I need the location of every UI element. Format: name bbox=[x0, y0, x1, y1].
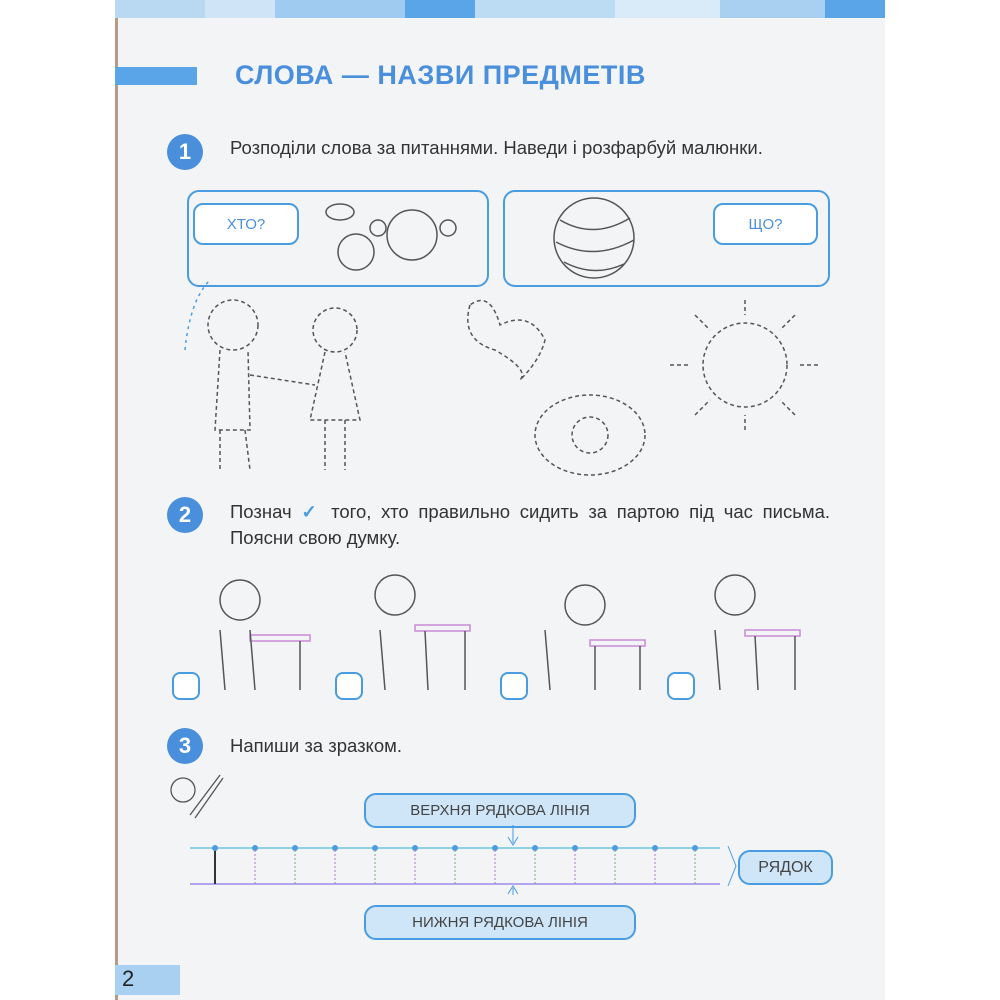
task-number: 2 bbox=[167, 497, 203, 533]
top-stripe bbox=[475, 0, 615, 18]
top-stripe bbox=[205, 0, 275, 18]
writing-lines[interactable] bbox=[180, 825, 740, 895]
page-number: 2 bbox=[122, 966, 135, 991]
task-text-start: Познач bbox=[230, 501, 292, 522]
who-label: ХТО? bbox=[193, 203, 299, 245]
girl-face-icon bbox=[370, 210, 456, 260]
answer-checkbox-1[interactable] bbox=[172, 672, 200, 700]
answer-checkbox-3[interactable] bbox=[500, 672, 528, 700]
child-at-desk-2 bbox=[375, 575, 470, 690]
bracket-icon bbox=[728, 846, 736, 886]
ball-icon bbox=[554, 198, 634, 278]
down-arrow-icon bbox=[508, 825, 518, 845]
children-drawing bbox=[208, 300, 360, 470]
top-stripe bbox=[115, 0, 205, 18]
up-arrow-icon bbox=[508, 886, 518, 895]
top-line-label: ВЕРХНЯ РЯДКОВА ЛІНІЯ bbox=[364, 793, 636, 828]
top-stripe bbox=[720, 0, 825, 18]
check-icon: ✓ bbox=[301, 501, 322, 522]
top-stripe bbox=[275, 0, 405, 18]
child-at-desk-4 bbox=[715, 575, 800, 690]
task-text bbox=[230, 499, 830, 551]
top-stripe bbox=[825, 0, 885, 18]
title-marker bbox=[115, 67, 197, 85]
task-number: 3 bbox=[167, 728, 203, 764]
mouse-icon bbox=[326, 204, 354, 220]
cat-icon bbox=[338, 234, 374, 270]
row-label: РЯДОК bbox=[738, 850, 833, 885]
task1-illustrations bbox=[150, 190, 850, 490]
sun-drawing bbox=[670, 300, 820, 430]
child-at-desk-1 bbox=[220, 580, 310, 690]
task-number: 1 bbox=[167, 134, 203, 170]
dog-drawing bbox=[468, 301, 545, 381]
bottom-line-label: НИЖНЯ РЯДКОВА ЛІНІЯ bbox=[364, 905, 636, 940]
tick-dot bbox=[212, 845, 218, 851]
task-text: Напиши за зразком. bbox=[230, 735, 403, 756]
flower-drawing bbox=[535, 395, 645, 475]
answer-checkbox-2[interactable] bbox=[335, 672, 363, 700]
task-text: Розподіли слова за питаннями. Наведи і розфарбуй малюнки. bbox=[230, 137, 763, 158]
page-title: СЛОВА — НАЗВИ ПРЕДМЕТІВ bbox=[235, 60, 646, 90]
top-stripe bbox=[405, 0, 475, 18]
child-at-desk-3 bbox=[545, 585, 645, 690]
tick-marks bbox=[212, 845, 698, 884]
answer-checkbox-4[interactable] bbox=[667, 672, 695, 700]
what-label: ЩО? bbox=[713, 203, 818, 245]
bunny-pencil-icon bbox=[165, 770, 225, 825]
dotted-arrow bbox=[185, 280, 210, 350]
top-stripe bbox=[615, 0, 720, 18]
task-text-end: того, хто правильно сидить за партою під час письма. Поясни свою думку. bbox=[230, 501, 830, 548]
